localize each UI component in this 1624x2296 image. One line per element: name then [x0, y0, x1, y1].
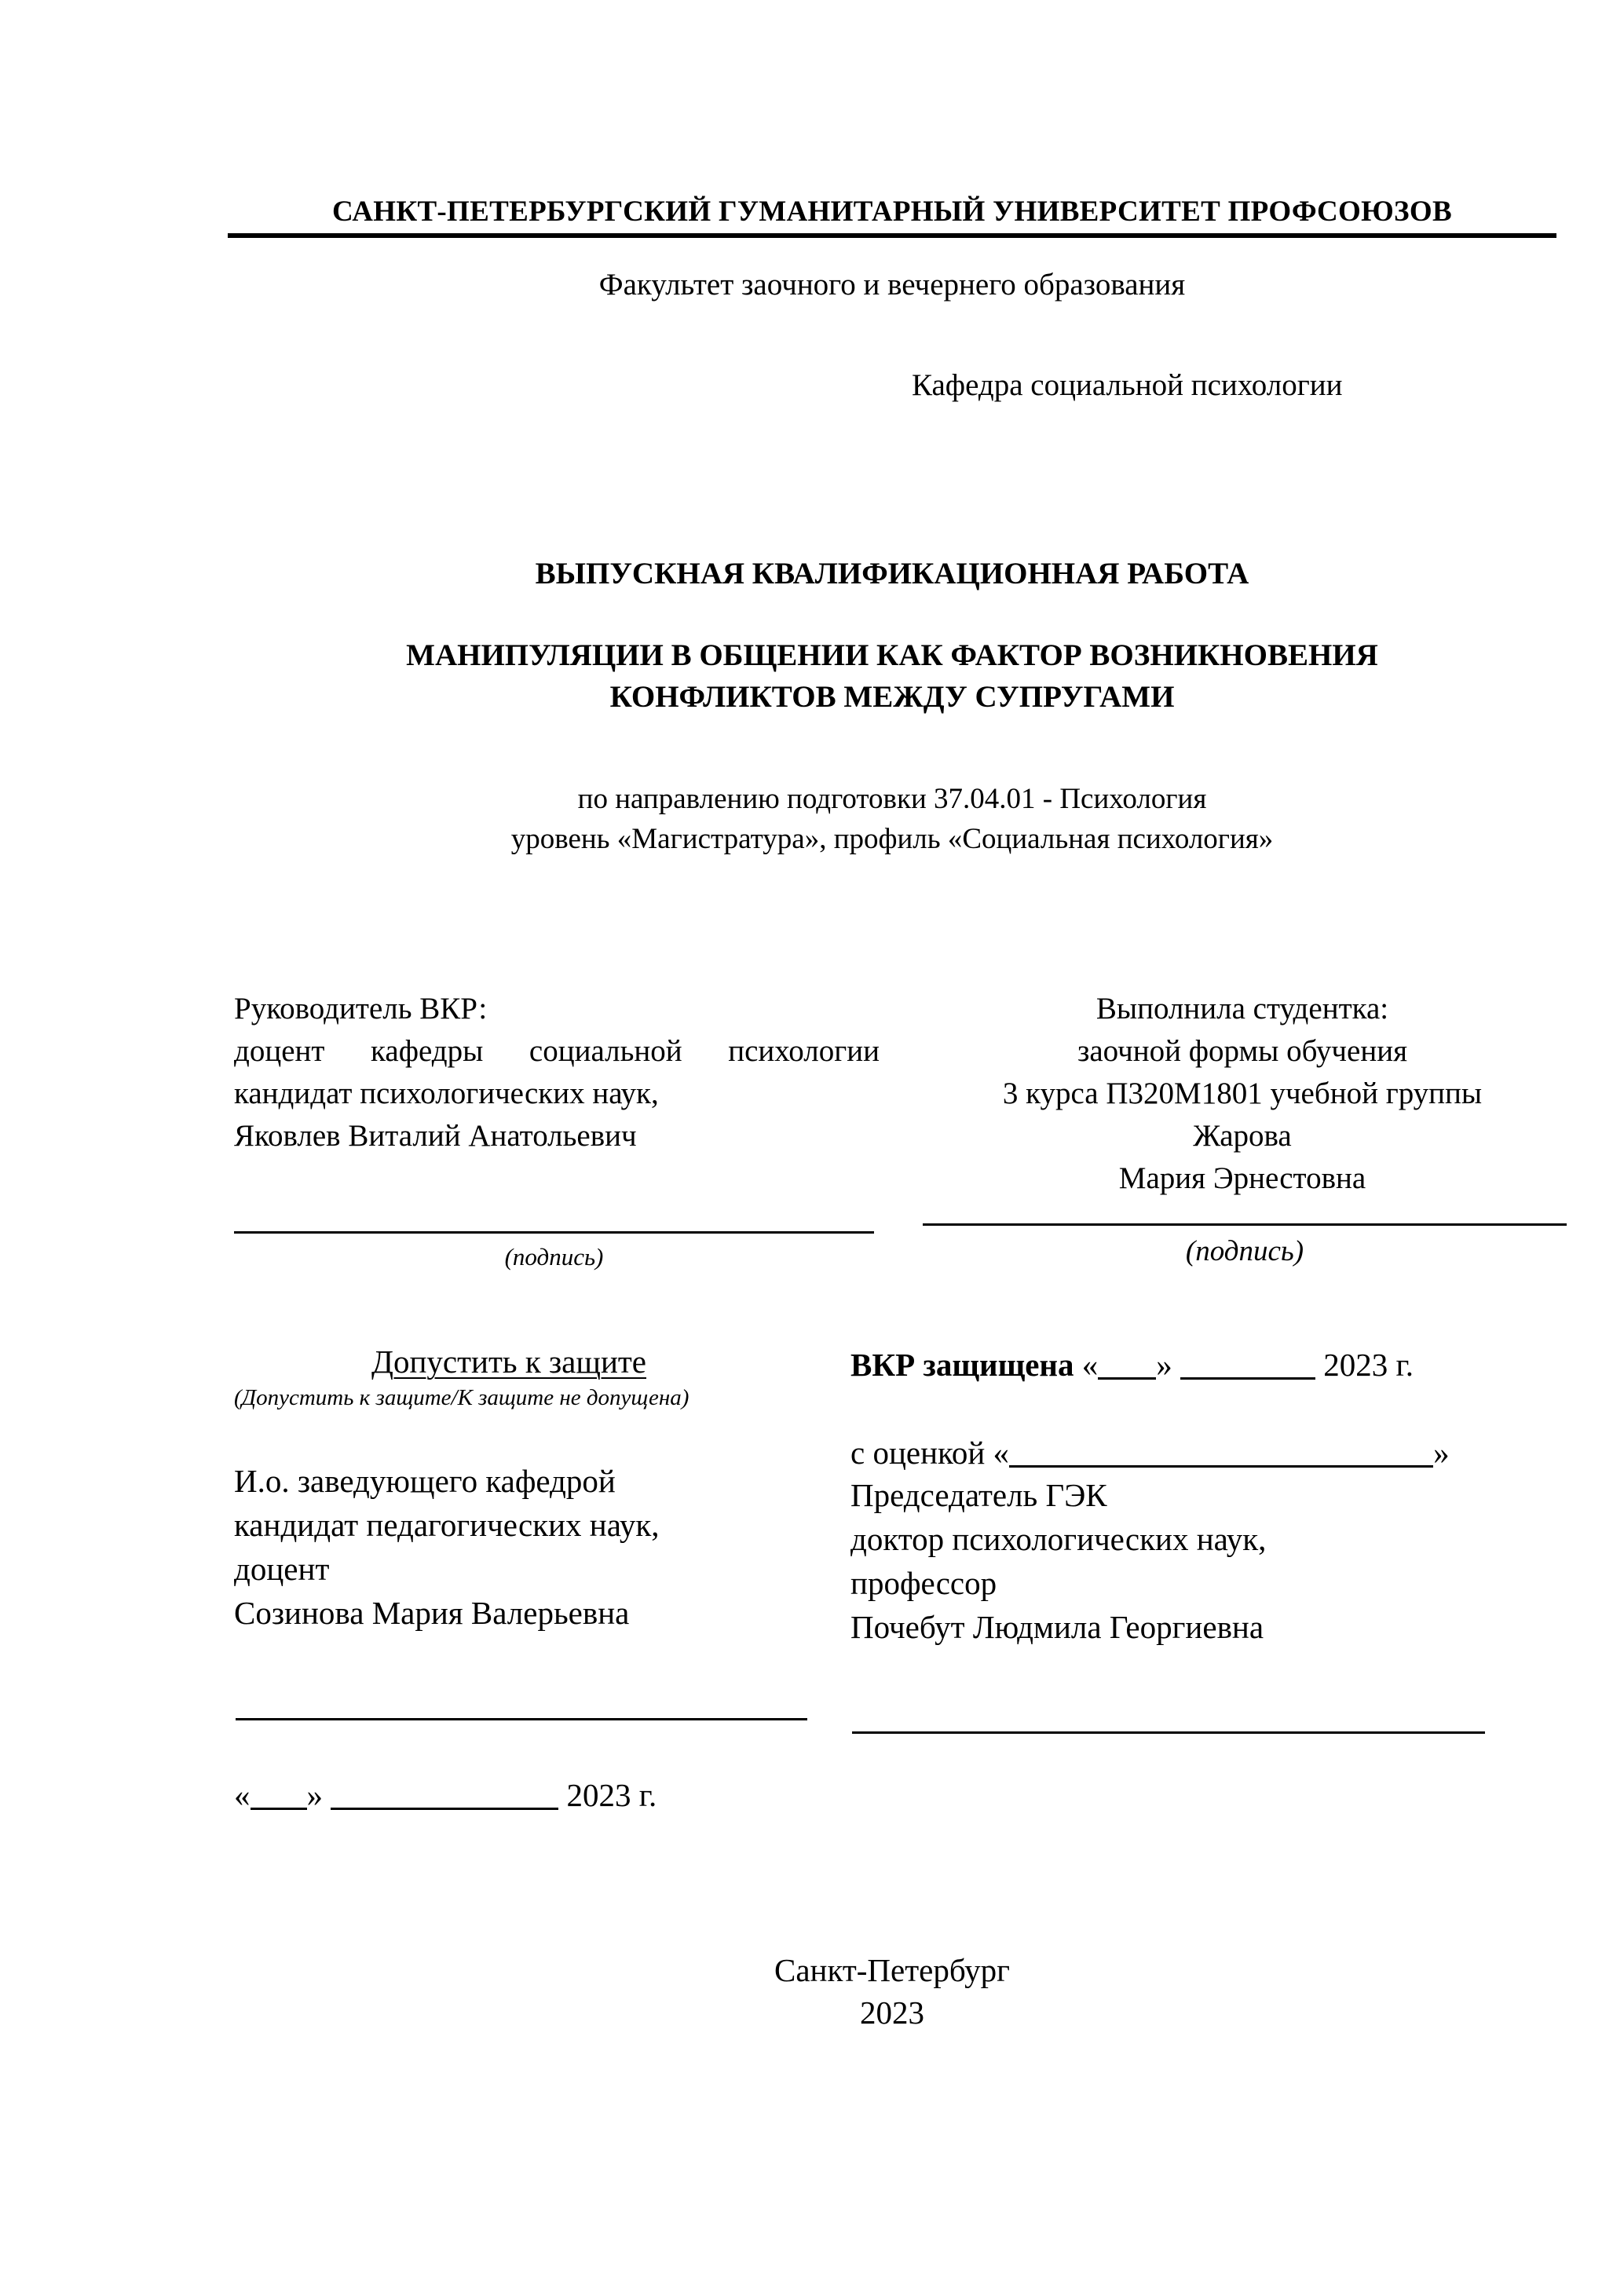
supervisor-label: Руководитель ВКР:	[234, 992, 488, 1026]
topic-line-2: КОНФЛИКТОВ МЕЖДУ СУПРУГАМИ	[609, 680, 1175, 714]
position-word: социальной	[529, 1034, 682, 1068]
supervisor-signature-line[interactable]	[234, 1231, 874, 1234]
head-title: доцент	[234, 1551, 330, 1587]
defense-month-blank[interactable]	[1180, 1345, 1315, 1380]
thesis-topic	[228, 634, 1556, 718]
head-name: Созинова Мария Валерьевна	[234, 1595, 630, 1631]
supervisor-name: Яковлев Виталий Анатольевич	[234, 1119, 637, 1153]
faculty-name: Факультет заочного и вечернего образования	[598, 268, 1186, 302]
footer-year: 2023	[860, 1994, 924, 2031]
grade-label: с оценкой «	[850, 1435, 1010, 1471]
supervisor-signature-caption: (подпись)	[504, 1243, 604, 1270]
admission-decision	[234, 1343, 784, 1380]
position-word: кафедры	[371, 1034, 484, 1068]
chair-title: профессор	[850, 1565, 997, 1601]
admission-year: 2023 г.	[566, 1777, 657, 1813]
head-signature-line[interactable]	[236, 1718, 807, 1720]
gek-chair-block	[850, 1473, 1494, 1649]
admission-date	[234, 1773, 657, 1817]
header-rule	[228, 233, 1556, 238]
date-close-quote: »	[1156, 1347, 1172, 1383]
student-form: заочной формы обучения	[1077, 1034, 1408, 1068]
direction-line-1: по направлению подготовки 37.04.01 - Психология	[577, 783, 1207, 815]
direction-line-2: уровень «Магистратура», профиль «Социальная психология»	[510, 823, 1274, 855]
defense-grade	[850, 1431, 1450, 1475]
chair-degree: доктор психологических наук,	[850, 1521, 1267, 1557]
student-surname: Жарова	[1193, 1119, 1292, 1153]
student-given-names: Мария Эрнестовна	[1118, 1161, 1366, 1195]
grade-close-quote: »	[1433, 1435, 1450, 1471]
department-name: Кафедра социальной психологии	[912, 368, 1343, 402]
position-word: психологии	[728, 1034, 880, 1068]
footer-city: Санкт-Петербург	[774, 1952, 1010, 1988]
defense-year: 2023 г.	[1323, 1347, 1414, 1383]
chair-role: Председатель ГЭК	[850, 1477, 1107, 1513]
supervisor-degree: кандидат психологических наук,	[234, 1077, 659, 1110]
student-signature-caption: (подпись)	[1185, 1235, 1304, 1267]
position-word: доцент	[234, 1034, 325, 1068]
date-open-quote: «	[1081, 1347, 1099, 1383]
student-signature-line[interactable]	[923, 1223, 1567, 1226]
defense-label: ВКР защищена	[850, 1347, 1074, 1383]
date-open-quote: «	[234, 1777, 251, 1813]
supervisor-block	[234, 988, 878, 1157]
grade-blank[interactable]	[1009, 1433, 1433, 1468]
footer	[228, 1949, 1556, 2034]
admission-options-hint: (Допустить к защите/К защите не допущена)	[234, 1385, 689, 1410]
head-degree: кандидат педагогических наук,	[234, 1507, 660, 1543]
admission-decision-text: Допустить к защите	[371, 1344, 647, 1380]
topic-line-1: МАНИПУЛЯЦИИ В ОБЩЕНИИ КАК ФАКТОР ВОЗНИКНОВЕНИЯ	[406, 638, 1378, 672]
work-type-title: ВЫПУСКНАЯ КВАЛИФИКАЦИОННАЯ РАБОТА	[535, 557, 1249, 590]
admission-day-blank[interactable]	[251, 1775, 307, 1810]
head-role: И.о. заведующего кафедрой	[234, 1463, 616, 1499]
admission-month-blank[interactable]	[331, 1775, 558, 1810]
student-block	[920, 988, 1564, 1200]
head-of-department-block	[234, 1459, 878, 1635]
defense-date	[850, 1343, 1414, 1387]
supervisor-position	[234, 1030, 880, 1073]
date-close-quote: »	[306, 1777, 323, 1813]
chair-signature-line[interactable]	[852, 1731, 1485, 1734]
defense-day-blank[interactable]	[1098, 1345, 1156, 1380]
student-group: 3 курса П320М1801 учебной группы	[1002, 1077, 1483, 1110]
student-label: Выполнила студентка:	[1095, 992, 1389, 1026]
chair-name: Почебут Людмила Георгиевна	[850, 1609, 1264, 1645]
study-direction	[228, 779, 1556, 859]
university-name: САНКТ-ПЕТЕРБУРГСКИЙ ГУМАНИТАРНЫЙ УНИВЕРСИТЕТ ПРОФСОЮЗОВ	[332, 196, 1452, 228]
